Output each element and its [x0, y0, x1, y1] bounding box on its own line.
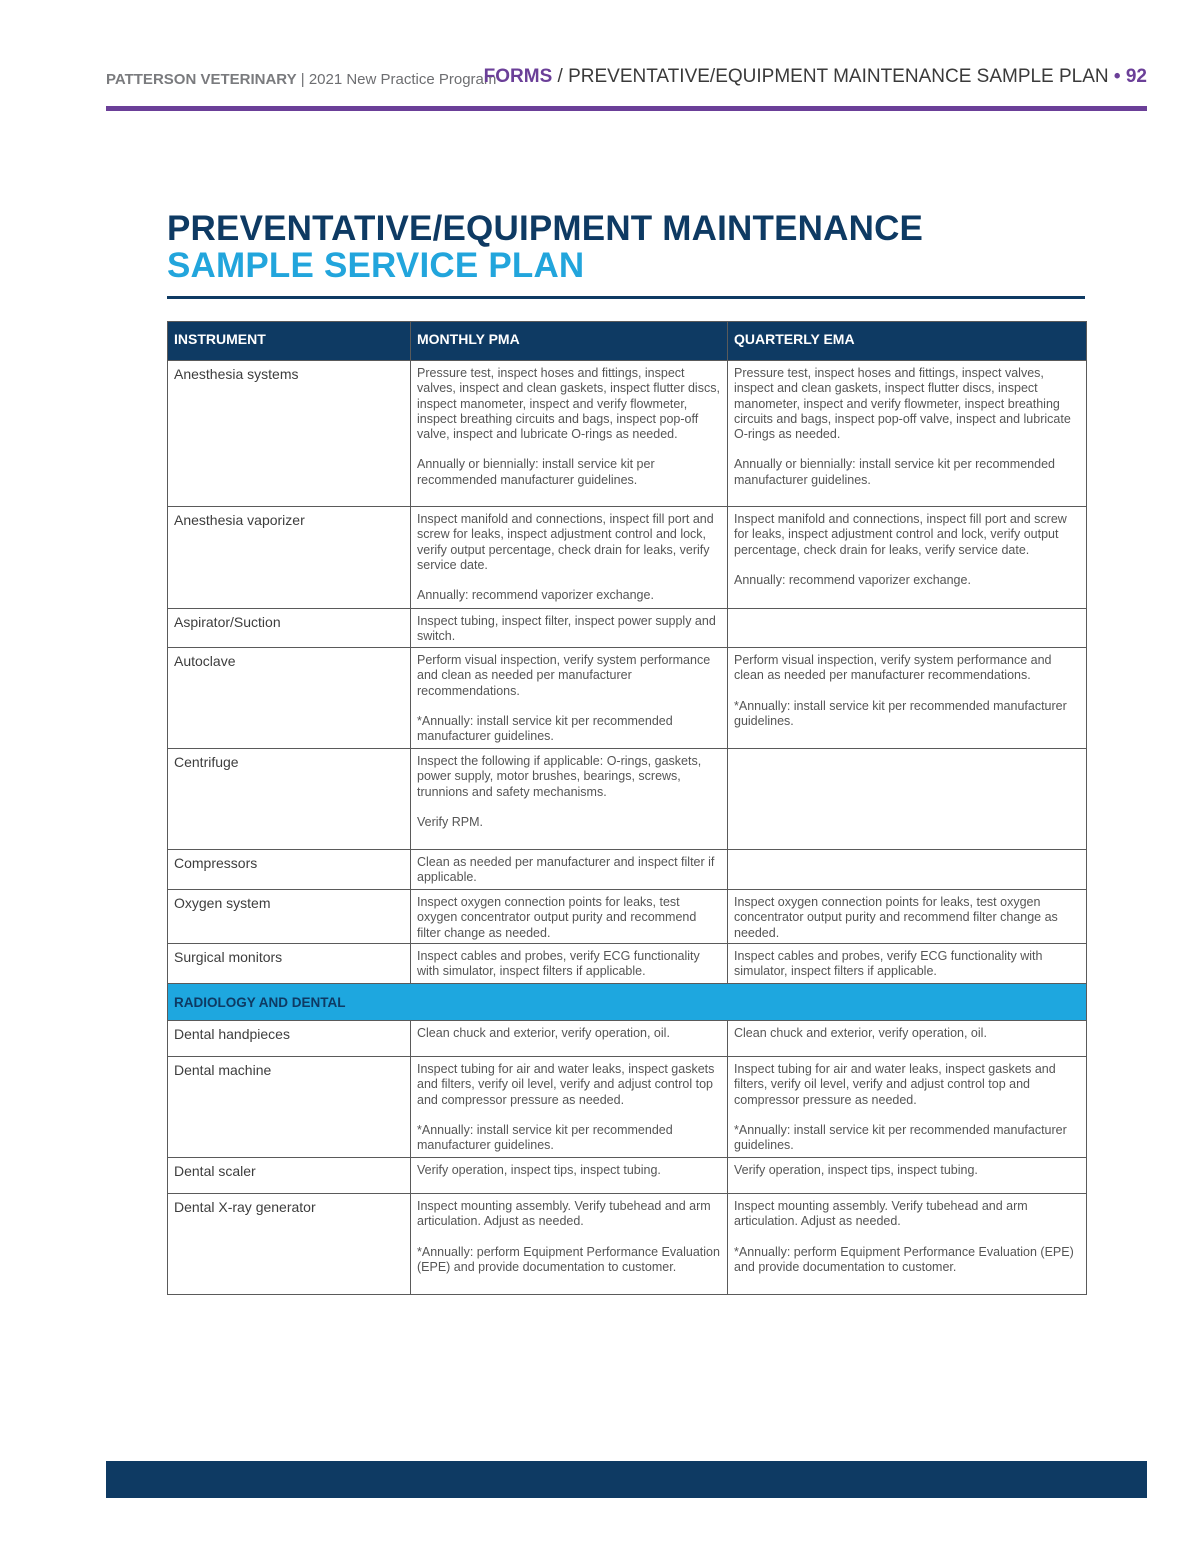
quarterly-cell	[728, 1057, 1087, 1158]
monthly-cell	[411, 361, 728, 507]
table-row	[168, 648, 1087, 749]
header-separator: |	[296, 71, 309, 88]
monthly-cell-paragraph: Pressure test, inspect hoses and fittings, inspect valves, inspect and clean gaskets, inspect flutter discs, inspect manometer, inspect and verify flowmeter, inspect breathing circuits and bags, inspect pop-off valve, inspect and lubricate O-rings as needed.	[417, 366, 720, 442]
monthly-cell	[411, 1057, 728, 1158]
table-row	[168, 1158, 1087, 1194]
table-row	[168, 609, 1087, 648]
paragraph-gap	[417, 699, 721, 714]
monthly-cell-paragraph: Clean as needed per manufacturer and inspect filter if applicable.	[417, 855, 715, 885]
instrument-cell: Compressors	[168, 850, 411, 890]
monthly-cell-paragraph: Annually or biennially: install service kit per recommended manufacturer guidelines.	[417, 457, 655, 487]
header-brand: PATTERSON VETERINARY	[106, 71, 297, 88]
monthly-cell-paragraph: Inspect cables and probes, verify ECG functionality with simulator, inspect filters if applicable.	[417, 949, 700, 979]
quarterly-cell-paragraph: Inspect mounting assembly. Verify tubehead and arm articulation. Adjust as needed.	[734, 1199, 1028, 1229]
paragraph-gap	[417, 1108, 721, 1123]
paragraph-gap	[734, 558, 1080, 573]
table-row	[168, 944, 1087, 984]
instrument-cell: Anesthesia systems	[168, 361, 411, 507]
paragraph-gap	[417, 573, 721, 588]
monthly-cell-paragraph: Verify RPM.	[417, 814, 483, 829]
quarterly-cell	[728, 1158, 1087, 1194]
quarterly-cell-paragraph: Verify operation, inspect tips, inspect tubing.	[734, 1163, 978, 1177]
instrument-cell: Centrifuge	[168, 749, 411, 850]
quarterly-cell	[728, 890, 1087, 944]
quarterly-cell	[728, 749, 1087, 850]
quarterly-cell-paragraph: *Annually: install service kit per recommended manufacturer guidelines.	[734, 698, 1067, 728]
paragraph-gap	[417, 442, 721, 457]
table-row	[168, 1057, 1087, 1158]
monthly-cell	[411, 507, 728, 609]
monthly-cell-paragraph: *Annually: install service kit per recommended manufacturer guidelines.	[417, 713, 673, 744]
paragraph-gap	[734, 442, 1080, 457]
table-row	[168, 890, 1087, 944]
paragraph-gap	[734, 1108, 1080, 1123]
instrument-cell: Surgical monitors	[168, 944, 411, 984]
instrument-cell: Autoclave	[168, 648, 411, 749]
header-breadcrumb: / PREVENTATIVE/EQUIPMENT MAINTENANCE SAMPLE PLAN	[552, 66, 1114, 87]
monthly-cell	[411, 609, 728, 648]
footer-bar	[106, 1461, 1147, 1498]
quarterly-cell	[728, 609, 1087, 648]
quarterly-cell	[728, 361, 1087, 507]
header-bullet: •	[1113, 66, 1121, 87]
section-header-body	[168, 984, 1087, 1021]
instrument-cell: Dental machine	[168, 1057, 411, 1158]
instrument-cell: Aspirator/Suction	[168, 609, 411, 648]
quarterly-cell-paragraph: Annually: recommend vaporizer exchange.	[734, 572, 971, 587]
monthly-cell	[411, 1194, 728, 1295]
monthly-cell-paragraph: Perform visual inspection, verify system performance and clean as needed per manufacturer recommendations.	[417, 653, 711, 698]
header-section: FORMS	[483, 66, 553, 87]
column-header-quarterly: QUARTERLY EMA	[728, 322, 1087, 361]
table-row	[168, 749, 1087, 850]
instrument-cell: Oxygen system	[168, 890, 411, 944]
table-row	[168, 1194, 1087, 1295]
quarterly-cell-paragraph: Inspect tubing for air and water leaks, inspect gaskets and filters, verify oil level, verify and adjust control top and compressor pressure as needed.	[734, 1062, 1056, 1107]
column-header-monthly: MONTHLY PMA	[411, 322, 728, 361]
monthly-cell	[411, 1158, 728, 1194]
monthly-cell-paragraph: Inspect mounting assembly. Verify tubehead and arm articulation. Adjust as needed.	[417, 1199, 711, 1229]
quarterly-cell-paragraph: Perform visual inspection, verify system performance and clean as needed per manufacturer recommendations.	[734, 653, 1052, 683]
quarterly-cell-paragraph: Inspect manifold and connections, inspect fill port and screw for leaks, inspect adjustment control and lock, verify output percentage, check drain for leaks, verify service date.	[734, 512, 1067, 557]
quarterly-cell	[728, 648, 1087, 749]
quarterly-cell-paragraph: Inspect oxygen connection points for leaks, test oxygen concentrator output purity and recommend filter change as needed.	[734, 895, 1058, 940]
quarterly-cell-paragraph: Inspect cables and probes, verify ECG functionality with simulator, inspect filters if applicable.	[734, 949, 1043, 979]
monthly-cell	[411, 749, 728, 850]
paragraph-gap	[734, 684, 1080, 699]
monthly-cell-paragraph: Inspect the following if applicable: O-rings, gaskets, power supply, motor brushes, bearings, screws, trunnions and safety mechanisms.	[417, 754, 702, 799]
instrument-cell: Dental handpieces	[168, 1021, 411, 1057]
monthly-cell	[411, 1021, 728, 1057]
monthly-cell-paragraph: Inspect tubing, inspect filter, inspect power supply and switch.	[417, 614, 716, 644]
title-line-1: PREVENTATIVE/EQUIPMENT MAINTENANCE	[167, 209, 924, 248]
paragraph-gap	[417, 1230, 721, 1245]
table-body	[168, 361, 1087, 984]
header-left	[106, 71, 496, 88]
page-title	[167, 210, 1085, 284]
section-label: RADIOLOGY AND DENTAL	[168, 984, 1087, 1021]
table-row	[168, 1021, 1087, 1057]
title-rule	[167, 296, 1085, 299]
quarterly-cell-paragraph: Clean chuck and exterior, verify operation, oil.	[734, 1026, 987, 1040]
monthly-cell-paragraph: Annually: recommend vaporizer exchange.	[417, 588, 654, 603]
page-header	[106, 66, 1147, 94]
table-row	[168, 850, 1087, 890]
quarterly-cell	[728, 1194, 1087, 1295]
monthly-cell-paragraph: Inspect manifold and connections, inspect fill port and screw for leaks, inspect adjustment control and lock, verify output percentage, check drain for leaks, verify service date.	[417, 512, 714, 572]
quarterly-cell	[728, 944, 1087, 984]
paragraph-gap	[734, 1230, 1080, 1245]
monthly-cell-paragraph: Inspect oxygen connection points for leaks, test oxygen concentrator output purity and recommend filter change as needed.	[417, 895, 697, 940]
paragraph-gap	[417, 800, 721, 815]
table-header-row	[168, 322, 1087, 361]
section-header-row	[168, 984, 1087, 1021]
instrument-cell: Dental X-ray generator	[168, 1194, 411, 1295]
monthly-cell-paragraph: Inspect tubing for air and water leaks, inspect gaskets and filters, verify oil level, verify and adjust control top and compressor pressure as needed.	[417, 1062, 715, 1107]
quarterly-cell-paragraph: *Annually: perform Equipment Performance Evaluation (EPE) and provide documentation to customer.	[734, 1244, 1074, 1274]
monthly-cell	[411, 648, 728, 749]
monthly-cell	[411, 944, 728, 984]
maintenance-table	[167, 321, 1087, 1295]
quarterly-cell-paragraph: *Annually: install service kit per recommended manufacturer guidelines.	[734, 1122, 1067, 1153]
monthly-cell	[411, 850, 728, 890]
header-right	[484, 66, 1147, 88]
table-row	[168, 507, 1087, 609]
quarterly-cell	[728, 507, 1087, 609]
table-row	[168, 361, 1087, 507]
header-program: 2021 New Practice Program	[308, 71, 497, 88]
monthly-cell-paragraph: *Annually: perform Equipment Performance Evaluation (EPE) and provide documentation to customer.	[417, 1244, 720, 1274]
quarterly-cell-paragraph: Annually or biennially: install service kit per recommended manufacturer guidelines.	[734, 457, 1055, 487]
instrument-cell: Dental scaler	[168, 1158, 411, 1194]
quarterly-cell	[728, 1021, 1087, 1057]
monthly-cell-paragraph: Verify operation, inspect tips, inspect tubing.	[417, 1163, 661, 1177]
header-rule	[106, 106, 1147, 111]
section-table-body	[168, 1021, 1087, 1295]
monthly-cell	[411, 890, 728, 944]
page-number: 92	[1125, 66, 1147, 87]
column-header-instrument: INSTRUMENT	[168, 322, 411, 361]
quarterly-cell-paragraph: Pressure test, inspect hoses and fittings, inspect valves, inspect and clean gaskets, inspect flutter discs, inspect manometer, inspect and verify flowmeter, inspect breathing circuits and bags, inspect pop-off valve, inspect and lubricate O-rings as needed.	[734, 366, 1071, 442]
title-line-2: SAMPLE SERVICE PLAN	[167, 246, 585, 285]
quarterly-cell	[728, 850, 1087, 890]
monthly-cell-paragraph: Clean chuck and exterior, verify operation, oil.	[417, 1026, 670, 1040]
instrument-cell: Anesthesia vaporizer	[168, 507, 411, 609]
monthly-cell-paragraph: *Annually: install service kit per recommended manufacturer guidelines.	[417, 1122, 673, 1153]
